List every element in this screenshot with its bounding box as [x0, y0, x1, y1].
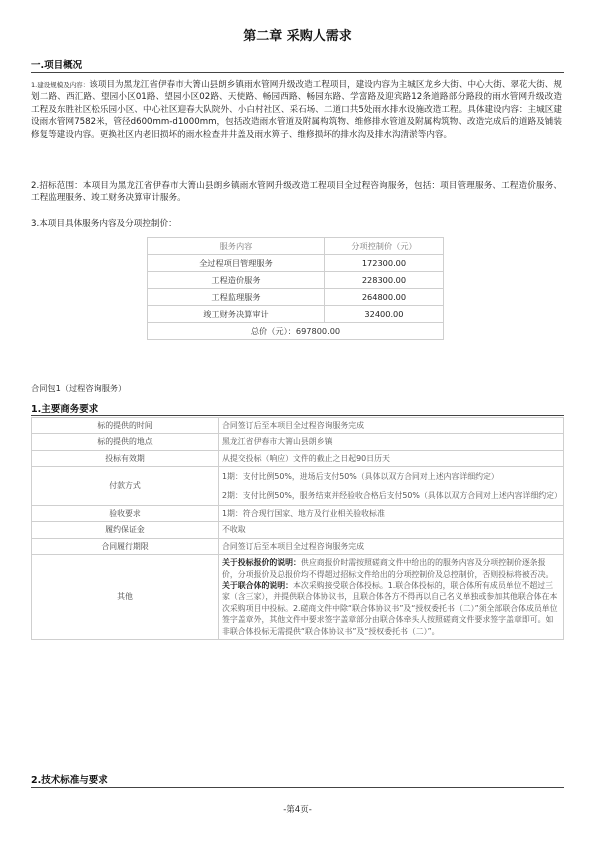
row-label: 标的提供的地点	[32, 434, 219, 450]
service-name: 工程造价服务	[148, 272, 325, 289]
row-label: 付款方式	[32, 467, 219, 506]
section-heading-overview: 一.项目概况	[31, 60, 83, 71]
scope-label: 1.建设规模及内容：	[31, 81, 90, 89]
consortium-note-text: 本次采购接受联合体投标。1.联合体投标的，联合体所有成员单位不超过三家（含三家），并提供联合体协议书，且联合体各方不得再以自己名义单独或参加其他联合体在本次采购项目中投标。2.磋商文件中除“联合体协议书”及“授权委托书（二）”须全部联合体成员单位签字盖章外，其他文件中要求签字盖章部分由联合体牵头人按照磋商文件要求签字盖章即可。如非联合体投标无需提供“联合体协议书”及“授权委托书（二）”。	[222, 581, 558, 636]
table-row	[32, 434, 564, 450]
service-content-intro: 3.本项目具体服务内容及分项控制价：	[31, 219, 177, 229]
project-scope-paragraph	[31, 79, 562, 141]
row-value: 合同签订后至本项目全过程咨询服务完成	[219, 538, 564, 554]
other-notes	[219, 555, 564, 640]
table-row	[148, 306, 444, 323]
section-divider	[31, 415, 564, 416]
pricing-note-text: 供应商报价时需按照磋商文件中给出的的服务内容及分项控制价逐条报价，分项报价及总报价均不得超过招标文件给出的分项控制价及总控制价，否则投标将被否决。	[222, 558, 554, 579]
row-value: 黑龙江省伊春市大箐山县朗乡镇	[219, 434, 564, 450]
table-row	[32, 450, 564, 466]
table-row	[32, 506, 564, 522]
row-label: 合同履行期限	[32, 538, 219, 554]
package-label: 合同包1（过程咨询服务）	[31, 383, 127, 393]
chapter-title: 第二章 采购人需求	[243, 29, 352, 44]
row-label: 验收要求	[32, 506, 219, 522]
section-divider	[31, 787, 564, 788]
table-row	[148, 272, 444, 289]
bid-scope-paragraph: 2.招标范围：本项目为黑龙江省伊春市大箐山县朗乡镇雨水管网升级改造工程项目全过程咨询服务，包括：项目管理服务、工程造价服务、工程监理服务、竣工财务决算审计服务。	[31, 181, 562, 204]
section-heading-commercial: 1.主要商务要求	[31, 404, 99, 415]
table-row	[32, 522, 564, 538]
service-price: 172300.00	[324, 255, 443, 272]
scope-text: 该项目为黑龙江省伊春市大箐山县朗乡镇雨水管网升级改造工程项目，建设内容为主城区龙乡大街、中心大街、翠花大街、规划二路、西汇路、望园小区01路、望园小区02路、天使路、畅园西路、畅园东路、学富路及迎宾路12条道路部分路段的雨水管网升级改造工程及东胜社区松乐园小区、中心社区迎春大队院外、小白村社区、采石场、二道口共5处雨水排水设施改造工程。具体建设内容：主城区建设雨水管网7582米，管径d600mm-d1000mm，包括改造雨水管道及附属构筑物、维修排水管道及附属构筑物、改造完成后的道路及铺装修复等建设内容。更换社区内老旧损坏的雨水检查井井盖及雨水箅子、维修损坏的排水沟及排水沟清淤等内容。	[31, 80, 563, 140]
total-price: 总价（元）：697800.00	[148, 323, 444, 340]
table-row	[32, 555, 564, 640]
payment-phase-2: 2期：支付比例50%，服务结束并经验收合格后支付50%（具体以双方合同对上述内容详细约定）	[222, 490, 562, 500]
total-row	[148, 323, 444, 340]
section-heading-technical: 2.技术标准与要求	[31, 775, 108, 786]
section-divider	[31, 72, 564, 73]
page-number: -第4页-	[283, 805, 312, 815]
table-row	[148, 255, 444, 272]
payment-phase-1: 1期：支付比例50%，进场后支付50%（具体以双方合同对上述内容详细约定）	[222, 472, 499, 482]
consortium-note	[222, 580, 560, 637]
pricing-note-title: 关于投标报价的说明：	[222, 558, 301, 568]
row-value: 合同签订后至本项目全过程咨询服务完成	[219, 418, 564, 434]
payment-terms	[219, 467, 564, 506]
table-row	[32, 538, 564, 554]
commercial-requirements-table	[31, 417, 564, 640]
service-price: 228300.00	[324, 272, 443, 289]
service-name: 竣工财务决算审计	[148, 306, 325, 323]
row-value: 从提交投标（响应）文件的截止之日起90日历天	[219, 450, 564, 466]
row-label: 投标有效期	[32, 450, 219, 466]
service-price: 264800.00	[324, 289, 443, 306]
pricing-note	[222, 557, 560, 580]
row-label: 履约保证金	[32, 522, 219, 538]
table-header-row	[148, 238, 444, 255]
table-row	[148, 289, 444, 306]
table-row	[32, 467, 564, 506]
consortium-note-title: 关于联合体的说明：	[222, 581, 294, 591]
service-price: 32400.00	[324, 306, 443, 323]
service-price-table	[147, 237, 444, 340]
service-name: 全过程项目管理服务	[148, 255, 325, 272]
table-row	[32, 418, 564, 434]
row-label: 标的提供的时间	[32, 418, 219, 434]
row-value: 不收取	[219, 522, 564, 538]
row-value: 1期：符合现行国家、地方及行业相关验收标准	[219, 506, 564, 522]
header-service: 服务内容	[148, 238, 325, 255]
service-name: 工程监理服务	[148, 289, 325, 306]
row-label: 其他	[32, 555, 219, 640]
header-price: 分项控制价（元）	[324, 238, 443, 255]
